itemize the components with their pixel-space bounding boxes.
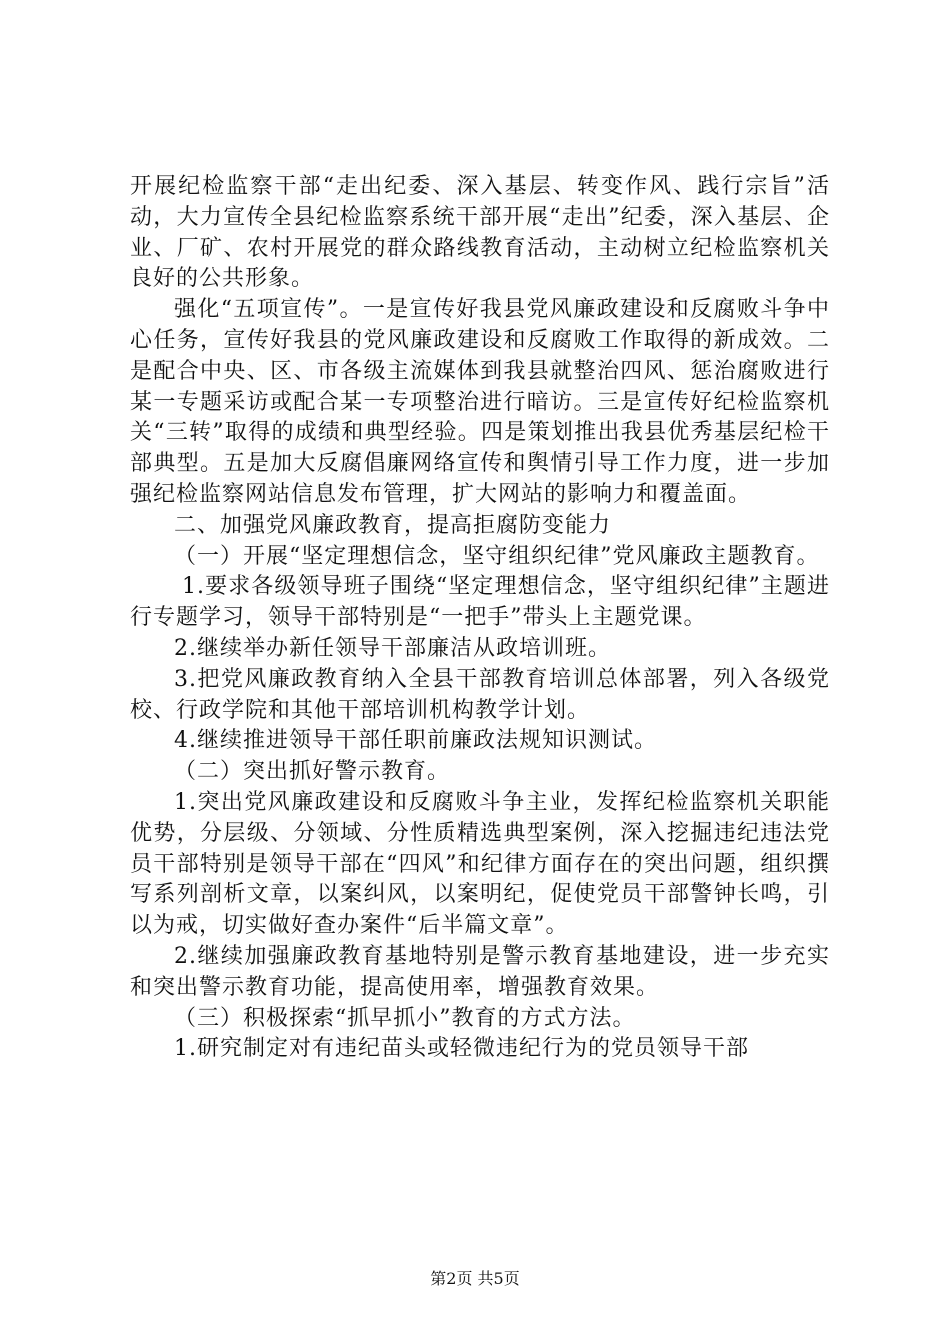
list-item: 2.继续举办新任领导干部廉洁从政培训班。	[174, 635, 611, 661]
subsection-heading-one: （一）开展“坚定理想信念，坚守组织纪律”党风廉政主题教育。	[174, 543, 820, 569]
list-item: 1.突出党风廉政建设和反腐败斗争主业，发挥纪检监察机关职能优势，分层级、分领域、分性质精选典型案例，深入挖掘违纪违法党员干部特别是领导干部在“四风”和纪律方面存在的突出问题，组织撰写系列剖析文章，以案纠风，以案明纪，促使党员干部警钟长鸣，引以为戒，切实做好查办案件“后半篇文章”。	[130, 789, 830, 939]
list-item: 3.把党风廉政教育纳入全县干部教育培训总体部署，列入各级党校、行政学院和其他干部培训机构教学计划。	[130, 666, 830, 723]
list-item: 4.继续推进领导干部任职前廉政法规知识测试。	[174, 728, 657, 754]
list-item: 2.继续加强廉政教育基地特别是警示教育基地建设，进一步充实和突出警示教育功能，提高使用率，增强教育效果。	[130, 943, 830, 1000]
list-item: 1.要求各级领导班子围绕“坚定理想信念，坚守组织纪律”主题进行专题学习，领导干部特别是“一把手”带头上主题党课。	[130, 574, 830, 631]
paragraph-five-publicity: 强化“五项宣传”。一是宣传好我县党风廉政建设和反腐败斗争中心任务，宣传好我县的党风廉政建设和反腐败工作取得的新成效。二是配合中央、区、市各级主流媒体到我县就整治四风、惩治腐败进行某一专题采访或配合某一专项整治进行暗访。三是宣传好纪检监察机关“三转”取得的成绩和典型经验。四是策划推出我县优秀基层纪检干部典型。五是加大反腐倡廉网络宣传和舆情引导工作力度，进一步加强纪检监察网站信息发布管理，扩大网站的影响力和覆盖面。	[130, 297, 830, 507]
page-number-footer: 第2页 共5页	[430, 1269, 520, 1288]
subsection-heading-three: （三）积极探索“抓早抓小”教育的方式方法。	[174, 1005, 636, 1031]
section-heading-two: 二、加强党风廉政教育，提高拒腐防变能力	[174, 512, 612, 538]
paragraph-continuation: 开展纪检监察干部“走出纪委、深入基层、转变作风、践行宗旨”活动，大力宣传全县纪检监察系统干部开展“走出”纪委，深入基层、企业、厂矿、农村开展党的群众路线教育活动，主动树立纪检监察机关良好的公共形象。	[130, 174, 830, 292]
document-body	[130, 172, 830, 1065]
list-item: 1.研究制定对有违纪苗头或轻微违纪行为的党员领导干部	[174, 1036, 749, 1062]
subsection-heading-two: （二）突出抓好警示教育。	[174, 759, 451, 785]
